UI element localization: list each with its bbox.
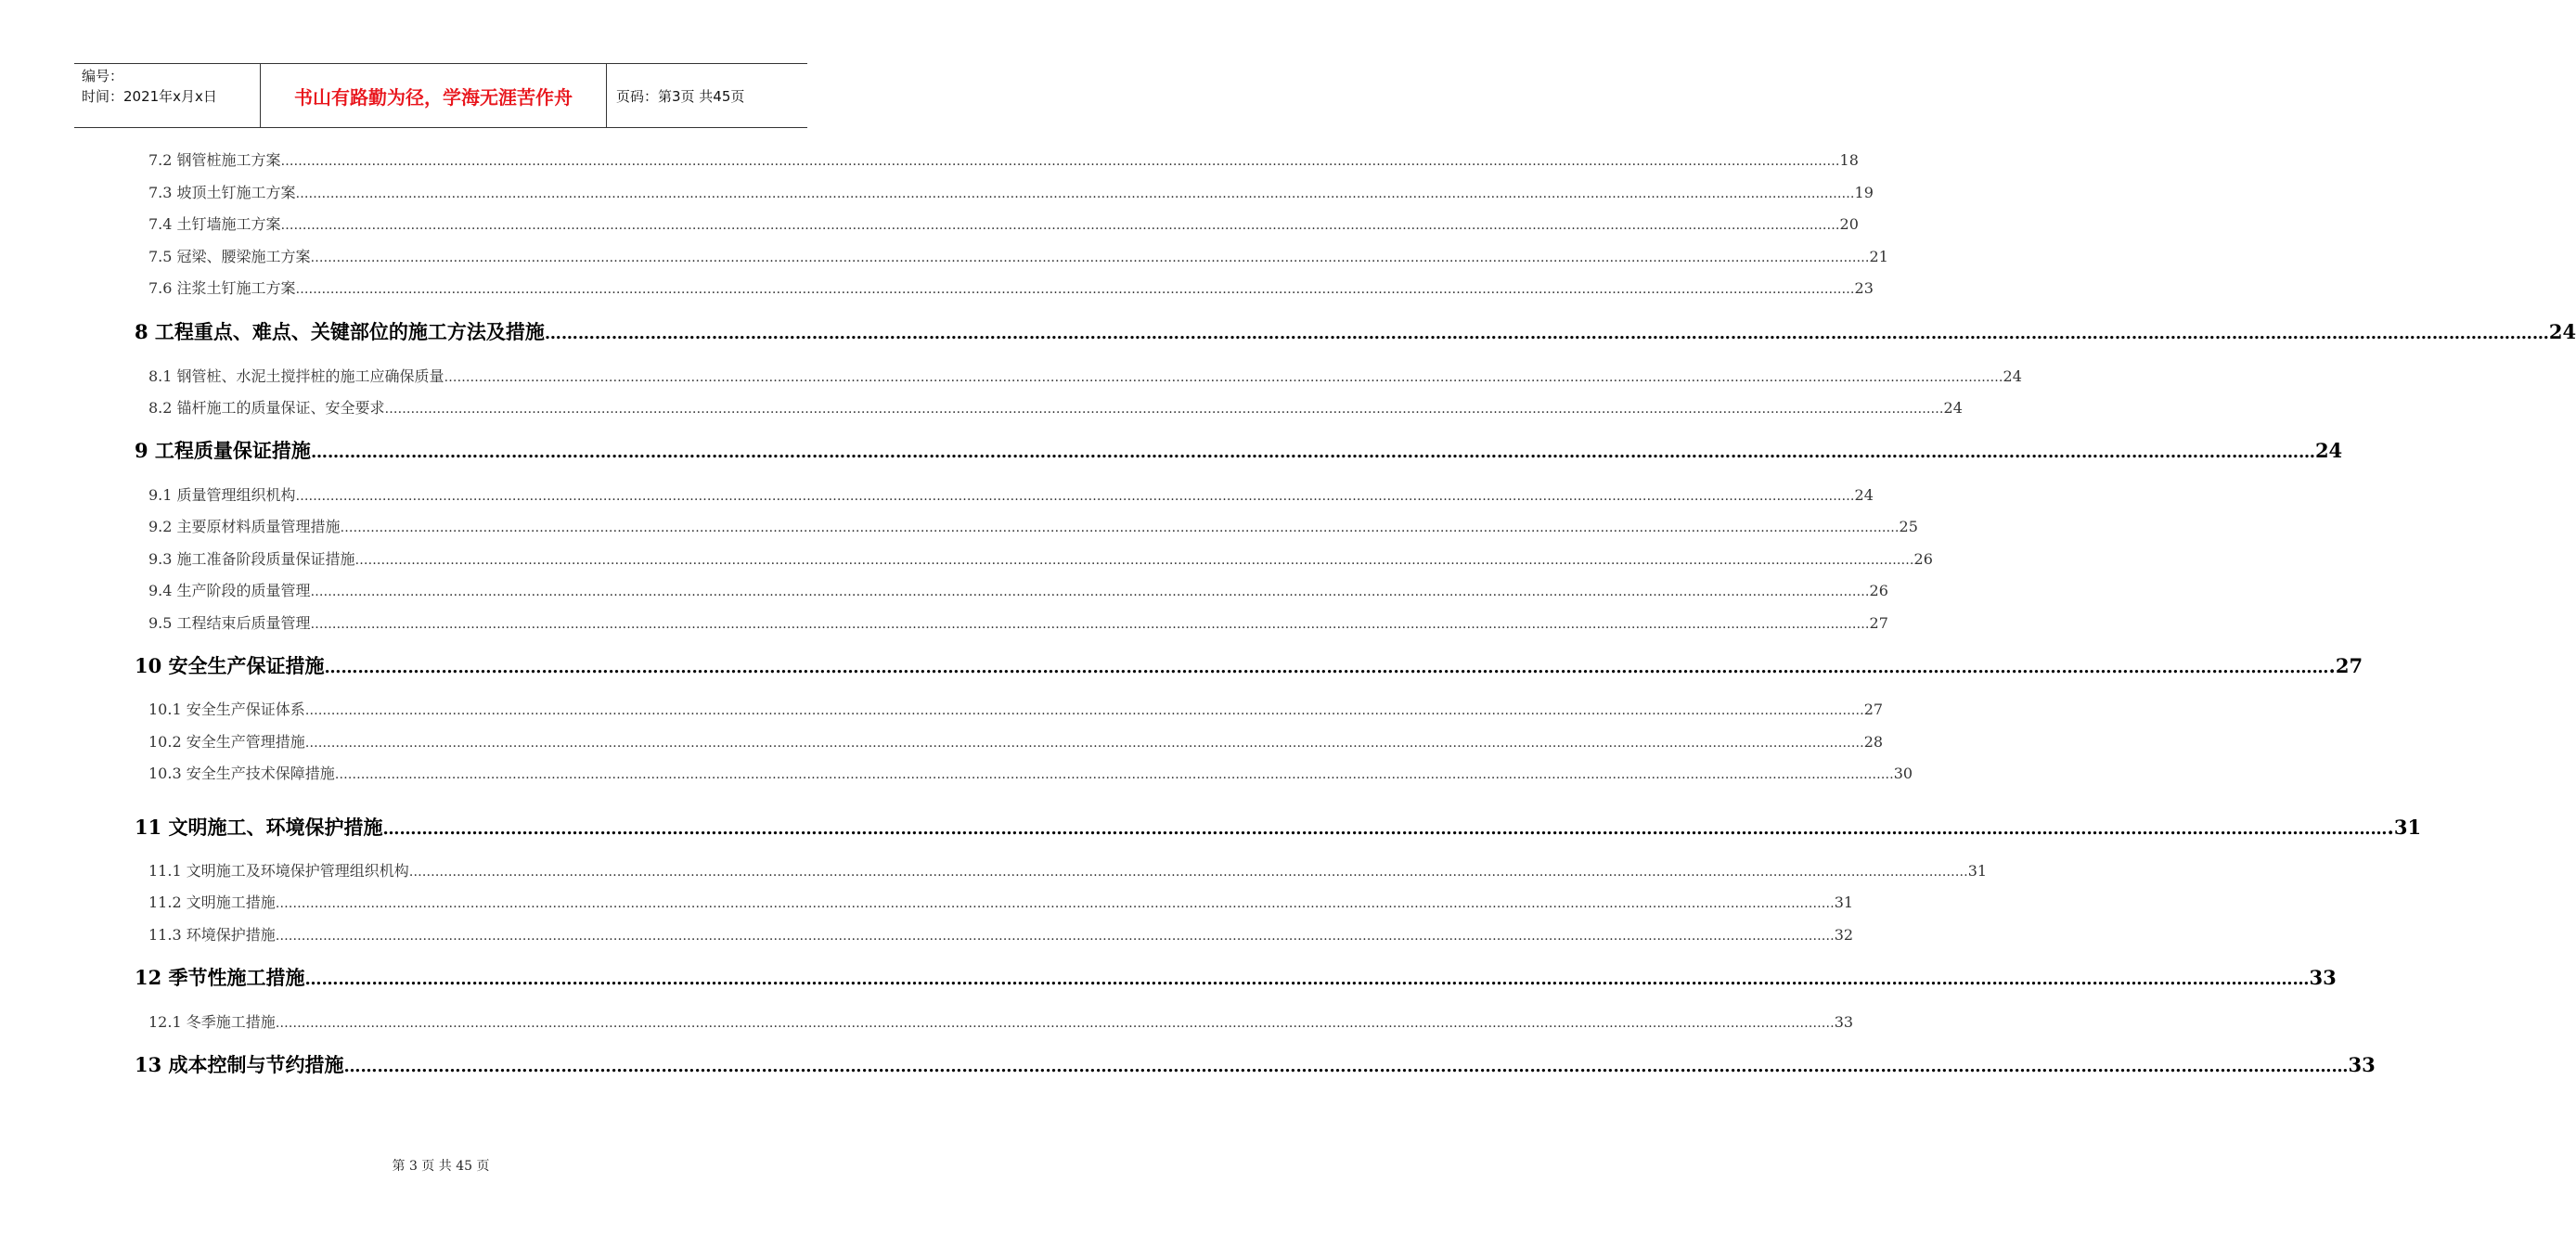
time-label: 时间：2021年x月x日 [82,88,217,105]
toc-entry[interactable]: 12.1 冬季施工措施 ……………………………………………………………………………………………………………………………………………………………………………………………………………………………………………………………………………………………………………………………… 33 [148,1013,1854,1031]
toc-chapter[interactable]: 9 工程质量保证措施 ……………………………………………………………………………………………………………………………………………………………………………………………………………………………………………………………………………………………………………………………… 24 [135,439,2343,462]
leader-dots: ……………………………………………………………………………………………………………………………………………………………………………………………………………………………………………………………………………………………………………………………… [280,154,1840,169]
leader-dots: ……………………………………………………………………………………………………………………………………………………………………………………………………………………………………………………………………………………………………………………………… [340,521,1900,535]
leader-dots: ……………………………………………………………………………………………………………………………………………………………………………………………………………………………………………………………………………………………………………………………… [295,282,1855,297]
page-footer: 第 3 页 共 45 页 [392,1159,490,1174]
leader-dots: ……………………………………………………………………………………………………………………………………………………………………………………………………………………………………………………………………………………………………………………………… [544,324,2549,343]
toc-entry[interactable]: 7.5 冠梁、腰梁施工方案 ……………………………………………………………………………………………………………………………………………………………………………………………………………………………………………………………………………………………………………………………… 21 [148,248,1888,265]
toc-entry[interactable]: 8.2 锚杆施工的质量保证、安全要求 ……………………………………………………………………………………………………………………………………………………………………………………………………………………………………………………………………………………………………………………………… 24 [148,399,1963,417]
toc-entry[interactable]: 8.1 钢管桩、水泥土搅拌桩的施工应确保质量 ……………………………………………………………………………………………………………………………………………………………………………………………………………………………………………………………………………………………………………………………… 24 [148,367,2022,385]
leader-dots: ……………………………………………………………………………………………………………………………………………………………………………………………………………………………………………………………………………………………………………………………… [354,553,1914,568]
leader-dots: ……………………………………………………………………………………………………………………………………………………………………………………………………………………………………………………………………………………………………………………………… [310,251,1870,265]
toc-entry[interactable]: 10.2 安全生产管理措施 ……………………………………………………………………………………………………………………………………………………………………………………………………………………………………………………………………………………………………………………………… 28 [148,733,1884,751]
toc-entry[interactable]: 7.6 注浆土钉施工方案 ……………………………………………………………………………………………………………………………………………………………………………………………………………………………………………………………………………………………………………………………… 23 [148,279,1874,297]
leader-dots: ……………………………………………………………………………………………………………………………………………………………………………………………………………………………………………………………………………………………………………………………… [304,703,1864,718]
toc-entry[interactable]: 7.3 坡顶土钉施工方案 ……………………………………………………………………………………………………………………………………………………………………………………………………………………………………………………………………………………………………………………………… 19 [148,184,1874,201]
toc-entry[interactable]: 9.2 主要原材料质量管理措施 ……………………………………………………………………………………………………………………………………………………………………………………………………………………………………………………………………………………………………………………………… 25 [148,518,1918,535]
toc-entry[interactable]: 9.1 质量管理组织机构 ……………………………………………………………………………………………………………………………………………………………………………………………………………………………………………………………………………………………………………………………… 24 [148,486,1874,504]
leader-dots: ……………………………………………………………………………………………………………………………………………………………………………………………………………………………………………………………………………………………………………………………… [310,617,1870,632]
leader-dots: ……………………………………………………………………………………………………………………………………………………………………………………………………………………………………………………………………………………………………………………………… [295,186,1855,201]
toc-entry[interactable]: 7.2 钢管桩施工方案 ……………………………………………………………………………………………………………………………………………………………………………………………………………………………………………………………………………………………………………………………… 18 [148,151,1859,169]
toc-chapter[interactable]: 13 成本控制与节约措施 ……………………………………………………………………………………………………………………………………………………………………………………………………………………………………………………………………………………………………………………………… 33 [135,1053,2376,1076]
toc-chapter[interactable]: 12 季节性施工措施 ……………………………………………………………………………………………………………………………………………………………………………………………………………………………………………………………………………………………………………………………… 33 [135,966,2337,989]
leader-dots: ……………………………………………………………………………………………………………………………………………………………………………………………………………………………………………………………………………………………………………………………… [280,218,1840,233]
toc-entry[interactable]: 10.3 安全生产技术保障措施 ……………………………………………………………………………………………………………………………………………………………………………………………………………………………………………………………………………………………………………………………… 30 [148,765,1913,782]
leader-dots: ……………………………………………………………………………………………………………………………………………………………………………………………………………………………………………………………………………………………………………………………… [275,896,1835,911]
toc-entry[interactable]: 11.2 文明施工措施 ……………………………………………………………………………………………………………………………………………………………………………………………………………………………………………………………………………………………………………………………… 31 [148,893,1854,911]
leader-dots: ……………………………………………………………………………………………………………………………………………………………………………………………………………………………………………………………………………………………………………………………… [324,658,2329,677]
header-motto: 书山有路勤为径，学海无涯苦作舟 [261,64,607,127]
leader-dots: ……………………………………………………………………………………………………………………………………………………………………………………………………………………………………………………………………………………………………………………………… [304,736,1864,751]
toc-entry[interactable]: 9.4 生产阶段的质量管理 ……………………………………………………………………………………………………………………………………………………………………………………………………………………………………………………………………………………………………………………………… 26 [148,582,1888,599]
toc-chapter[interactable]: 8 工程重点、难点、关键部位的施工方法及措施 ……………………………………………………………………………………………………………………………………………………………………………………………………………………………………………………………………………………………………………………………… 24 [135,320,2576,343]
leader-dots: ……………………………………………………………………………………………………………………………………………………………………………………………………………………………………………………………………………………………………………………………… [444,370,2003,385]
toc-entry[interactable]: 9.3 施工准备阶段质量保证措施 ……………………………………………………………………………………………………………………………………………………………………………………………………………………………………………………………………………………………………………………………… 26 [148,550,1933,568]
toc-entry[interactable]: 11.1 文明施工及环境保护管理组织机构 ……………………………………………………………………………………………………………………………………………………………………………………………………………………………………………………………………………………………………………………………… 31 [148,862,1988,880]
leader-dots: ……………………………………………………………………………………………………………………………………………………………………………………………………………………………………………………………………………………………………………………………… [275,1016,1835,1031]
toc-entry[interactable]: 11.3 环境保护措施 ……………………………………………………………………………………………………………………………………………………………………………………………………………………………………………………………………………………………………………………………… 32 [148,926,1854,944]
toc-chapter[interactable]: 11 文明施工、环境保护措施 ……………………………………………………………………………………………………………………………………………………………………………………………………………………………………………………………………………………………………………………………… .31 [135,816,2422,839]
leader-dots: ……………………………………………………………………………………………………………………………………………………………………………………………………………………………………………………………………………………………………………………………… [334,767,1894,782]
header-page-info: 页码：第3页 共45页 [616,87,745,105]
toc-chapter[interactable]: 10 安全生产保证措施 ……………………………………………………………………………………………………………………………………………………………………………………………………………………………………………………………………………………………………………………………… .27 [135,654,2363,677]
toc-entry[interactable]: 10.1 安全生产保证体系 ……………………………………………………………………………………………………………………………………………………………………………………………………………………………………………………………………………………………………………………………… 27 [148,701,1884,718]
leader-dots: ……………………………………………………………………………………………………………………………………………………………………………………………………………………………………………………………………………………………………………………………… [382,819,2388,839]
leader-dots: ……………………………………………………………………………………………………………………………………………………………………………………………………………………………………………………………………………………………………………………………… [275,929,1835,944]
toc-entry[interactable]: 9.5 工程结束后质量管理 ……………………………………………………………………………………………………………………………………………………………………………………………………………………………………………………………………………………………………………………………… 27 [148,614,1888,632]
leader-dots: ……………………………………………………………………………………………………………………………………………………………………………………………………………………………………………………………………………………………………………………………… [295,489,1855,504]
leader-dots: ……………………………………………………………………………………………………………………………………………………………………………………………………………………………………………………………………………………………………………………………… [310,585,1870,599]
leader-dots: ……………………………………………………………………………………………………………………………………………………………………………………………………………………………………………………………………………………………………………………………… [310,443,2315,462]
toc-entry[interactable]: 7.4 土钉墙施工方案 ……………………………………………………………………………………………………………………………………………………………………………………………………………………………………………………………………………………………………………………………… 20 [148,215,1859,233]
leader-dots: ……………………………………………………………………………………………………………………………………………………………………………………………………………………………………………………………………………………………………………………………… [304,970,2310,989]
leader-dots: ……………………………………………………………………………………………………………………………………………………………………………………………………………………………………………………………………………………………………………………………… [408,865,1968,880]
leader-dots: ……………………………………………………………………………………………………………………………………………………………………………………………………………………………………………………………………………………………………………………………… [384,402,1944,417]
leader-dots: ……………………………………………………………………………………………………………………………………………………………………………………………………………………………………………………………………………………………………………………………… [343,1057,2349,1076]
code-label: 编号： [82,68,124,84]
